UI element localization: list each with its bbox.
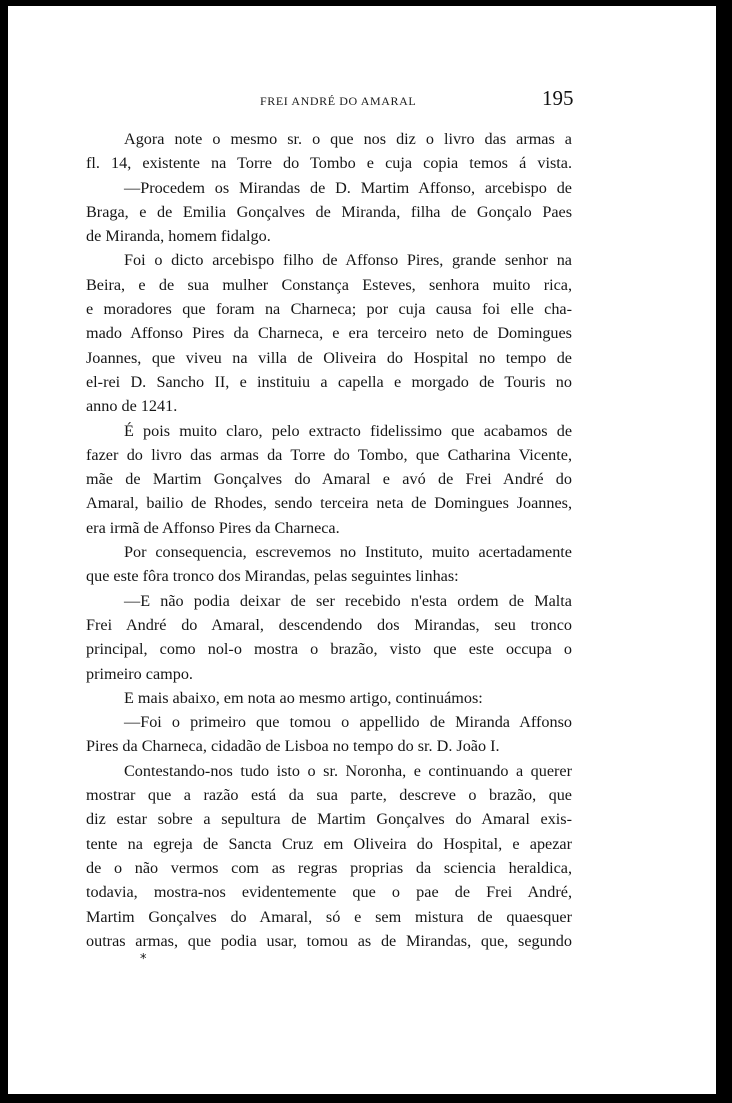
page-number: 195 — [542, 86, 574, 110]
text-line: era irmã de Affonso Pires da Charneca. — [86, 518, 340, 537]
text-line: Frei André do Amaral, descendendo dos Mirandas, seu tronco — [86, 615, 572, 634]
text-line: Contestando-nos tudo isto o sr. Noronha, e continuando a querer — [124, 761, 572, 780]
body-text — [86, 127, 572, 953]
text-line: E mais abaixo, em nota ao mesmo artigo, continuámos: — [124, 688, 483, 707]
text-line: mãe de Martim Gonçalves do Amaral e avó de Frei André do — [86, 470, 572, 489]
text-line: de o não vermos com as regras proprias da sciencia heraldica, — [86, 858, 572, 877]
text-line: Pires da Charneca, cidadão de Lisboa no tempo do sr. D. João I. — [86, 737, 500, 756]
text-line: Por consequencia, escrevemos no Instituto, muito acertadamente — [124, 543, 572, 562]
text-line: Foi o dicto arcebispo filho de Affonso Pires, grande senhor na — [124, 251, 572, 270]
text-line: Joannes, que viveu na villa de Oliveira do Hospital no tempo de — [86, 348, 572, 367]
text-line: fl. 14, existente na Torre do Tombo e cuja copia temos á vista. — [86, 154, 572, 173]
text-line: fazer do livro das armas da Torre do Tombo, que Catharina Vicente, — [86, 445, 572, 464]
text-line: todavia, mostra-nos evidentemente que o pae de Frei André, — [86, 883, 572, 902]
text-line: diz estar sobre a sepultura de Martim Gonçalves do Amaral exis- — [86, 810, 572, 829]
text-line: É pois muito claro, pelo extracto fidelissimo que acabamos de — [124, 421, 572, 440]
text-line: e moradores que foram na Charneca; por cuja causa foi elle cha- — [86, 300, 572, 319]
text-line: primeiro campo. — [86, 664, 193, 683]
text-line: Beira, e de sua mulher Constança Esteves, senhora muito rica, — [86, 275, 572, 294]
text-line: el-rei D. Sancho II, e instituiu a capella e morgado de Touris no — [86, 372, 572, 391]
text-line: —Foi o primeiro que tomou o appellido de Miranda Affonso — [124, 713, 572, 732]
text-line: principal, como nol-o mostra o brazão, visto que este occupa o — [86, 640, 572, 659]
text-line: de Miranda, homem fidalgo. — [86, 227, 271, 246]
text-line: que este fôra tronco dos Mirandas, pelas seguintes linhas: — [86, 567, 459, 586]
text-line: Agora note o mesmo sr. o que nos diz o livro das armas a — [124, 130, 572, 148]
text-line: anno de 1241. — [86, 397, 178, 416]
running-title: FREI ANDRÉ DO AMARAL — [260, 94, 417, 108]
signature-mark: * — [140, 952, 147, 967]
book-page — [8, 6, 716, 1094]
text-line: Braga, e de Emilia Gonçalves de Miranda, filha de Gonçalo Paes — [86, 202, 572, 221]
text-line: Amaral, bailio de Rhodes, sendo terceira neta de Domingues Joannes, — [86, 494, 572, 513]
text-line: mostrar que a razão está da sua parte, descreve o brazão, que — [86, 786, 572, 805]
text-line: —E não podia deixar de ser recebido n'esta ordem de Malta — [124, 591, 572, 610]
text-line: —Procedem os Mirandas de D. Martim Affonso, arcebispo de — [124, 178, 572, 197]
text-line: mado Affonso Pires da Charneca, e era terceiro neto de Domingues — [86, 324, 572, 343]
text-line: Martim Gonçalves do Amaral, só e sem mistura de quaesquer — [86, 907, 572, 926]
text-line: tente na egreja de Sancta Cruz em Oliveira do Hospital, e apezar — [86, 834, 572, 853]
text-line: outras armas, que podia usar, tomou as de Mirandas, que, segundo — [86, 931, 572, 950]
